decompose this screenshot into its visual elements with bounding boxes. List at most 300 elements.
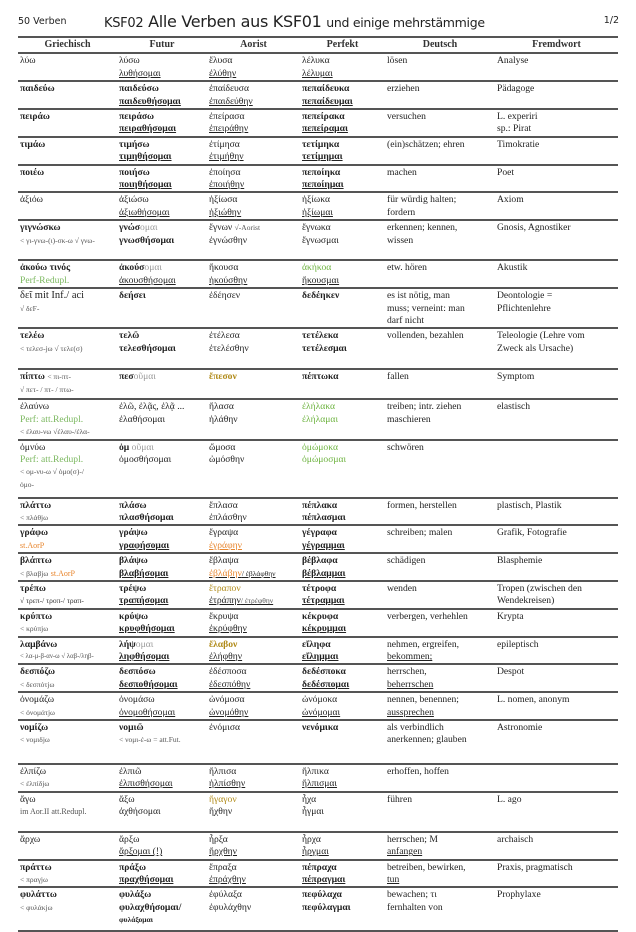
col-header-deutsch: Deutsch [385, 37, 495, 53]
greek-verb: παιδεύω [20, 83, 55, 95]
aorist-active: ὤμοσα [209, 441, 236, 453]
greek-verb: ἐλπίζω [20, 766, 47, 778]
fremdwort: epileptisch [497, 638, 539, 650]
deutsch-2: wissen [387, 234, 414, 246]
futur-passive: τιμηθήσομαι [119, 151, 172, 163]
deutsch: fallen [387, 371, 409, 383]
table-row [18, 137, 618, 165]
table-row [18, 887, 618, 931]
perfekt-passive: πέπλασμαι [302, 511, 346, 523]
fremdwort: L. ago [497, 793, 522, 805]
perfekt-active: τετέλεκα [302, 330, 339, 342]
aorist-active: ἔγραψα [209, 527, 239, 539]
perfekt-passive: εἴλημμαι [302, 651, 339, 662]
greek-note: < βλαβjω [20, 568, 49, 578]
futur-stem: ἀκούσ [119, 262, 145, 274]
greek-inline-note: < πι-πτ- [47, 372, 72, 382]
greek-note: < ἐλπίδjω [20, 779, 50, 789]
futur-passive: γνωσθήσομαι [119, 234, 175, 246]
aorist-active: ἔκρυψα [209, 610, 239, 622]
table-row [18, 525, 618, 553]
aorist-passive: ἠλπίσθην [209, 778, 246, 790]
perfekt-active: ἦρχα [302, 833, 321, 845]
futur-active: δεήσει [119, 290, 146, 302]
page-title [104, 12, 485, 31]
deutsch-2: fordern [387, 206, 416, 218]
aorist-passive: ἐλήφθην [209, 651, 243, 662]
greek-verb: δεῖ mit Inf./ aci [20, 290, 85, 302]
perfekt-passive: κέκρυμμαι [302, 623, 347, 635]
deutsch: betreiben, bewirken, [387, 861, 466, 873]
futur-active: γράψω [119, 527, 148, 539]
verb-table [18, 36, 618, 932]
futur-active: ἄξω [119, 793, 135, 805]
aorist-active: ἔπραξα [209, 861, 237, 873]
deutsch: etw. hören [387, 262, 427, 274]
fremdwort: Praxis, pragmatisch [497, 861, 573, 873]
aorist-active: ἐδέσποσα [209, 666, 247, 678]
fremdwort: Astronomie [497, 722, 543, 734]
aorist-passive: ἐβλάβην [209, 567, 242, 579]
futur-passive: πλασθήσομαι [119, 511, 174, 523]
table-row [18, 440, 618, 498]
futur-passive: φυλαχθήσομαι/ [119, 901, 182, 913]
table-row [18, 692, 618, 720]
greek-note: < δεσπότjω [20, 679, 55, 689]
title-code: KSF02 [104, 16, 144, 31]
greek-note: < πλάθjω [20, 512, 49, 522]
greek-verb: τρέπω [20, 582, 46, 594]
futur-active: τελῶ [119, 330, 140, 342]
perfekt-active: κέκρυφα [302, 610, 339, 622]
fremdwort: plastisch, Plastik [497, 499, 562, 511]
perfekt-passive: ὀμώμοσμαι [302, 453, 347, 465]
perfekt-active: ἤλπικα [302, 766, 329, 778]
fremdwort: Prophylaxe [497, 889, 541, 901]
greek-verb: γιγνώσκω [20, 222, 61, 234]
futur-passive: τελεσθήσομαι [119, 342, 176, 354]
col-header-perfekt: Perfekt [300, 37, 385, 53]
table-row [18, 498, 618, 526]
perfekt-passive: βέβλαμμαι [302, 567, 346, 579]
fremdwort: elastisch [497, 401, 531, 413]
greek-verb: ἀξιόω [20, 194, 43, 206]
greek-verb: ποιέω [20, 166, 45, 178]
futur-passive: γραφήσομαι [119, 539, 170, 551]
futur-active: βλάψω [119, 555, 148, 567]
perfekt-passive: πεπείραμαι [302, 123, 348, 135]
deutsch: schwören [387, 441, 424, 453]
futur-stem: ὀμ [119, 441, 130, 453]
table-row [18, 328, 618, 369]
futur-active: τιμήσω [119, 138, 150, 150]
greek-verb: πίπτω [20, 371, 45, 383]
greek-note: < νομιδjω [20, 735, 50, 745]
deutsch: treiben; intr. ziehen [387, 401, 462, 413]
greek-verb: ὀνομάζω [20, 694, 55, 706]
aorist-passive: ἐπλάσθην [209, 511, 247, 523]
deutsch-2: tun [387, 874, 400, 886]
fremdwort: Poet [497, 166, 515, 178]
perfekt-active: ὠνόμοκα [302, 694, 338, 706]
futur-active: δεσπόσω [119, 666, 156, 678]
futur-passive: ὀνομοθήσομαι [119, 706, 176, 718]
futur-active: πειράσω [119, 111, 155, 123]
futur-active: κρύψω [119, 610, 149, 622]
aorist-active: ἤλπισα [209, 766, 237, 778]
greek-note: < ὀνομάτjω [20, 707, 55, 717]
perfekt-active: ἐλήλακα [302, 401, 336, 413]
greek-verb: ἄγω [20, 793, 36, 805]
deutsch-2: fernhalten von [387, 901, 443, 913]
table-row [18, 288, 618, 328]
futur-passive: δεσποθήσομαι [119, 678, 178, 690]
fremdwort: L. nomen, anonym [497, 694, 570, 706]
table-row [18, 664, 618, 692]
perfekt-passive: ἔγνωσμαι [302, 234, 339, 246]
greek-verb: πειράω [20, 111, 50, 123]
futur-ending: ομαι [135, 638, 154, 650]
futur-active: ὀνομάσω [119, 694, 155, 706]
deutsch: führen [387, 793, 413, 805]
deutsch-2: muss; verneint: man [387, 302, 465, 314]
fremdwort: Tropen (zwischen den [497, 582, 582, 594]
aorist-active: ἔγνων [209, 222, 233, 234]
greek-verb: ἄρχω [20, 833, 41, 845]
deutsch: erkennen; kennen, [387, 222, 458, 234]
table-row [18, 165, 618, 193]
fremdwort: Symptom [497, 371, 535, 383]
deutsch: formen, herstellen [387, 499, 457, 511]
fremdwort: Timokratie [497, 138, 540, 150]
table-row [18, 860, 618, 888]
perfekt-active: δεδέσποκα [302, 666, 346, 678]
perfekt-active: λέλυκα [302, 55, 330, 67]
deutsch: für würdig halten; [387, 194, 457, 206]
greek-note-orange: st.AorP [50, 568, 75, 578]
fremdwort: Despot [497, 666, 525, 678]
aorist-active: ἐνόμισα [209, 722, 241, 734]
futur-ending: οῦμαι [133, 371, 156, 383]
greek-verb: ἐλαύνω [20, 401, 50, 413]
fremdwort-2: Wendekreisen) [497, 595, 555, 607]
deutsch: lösen [387, 55, 408, 67]
perfekt-passive: πέπραγμαι [302, 874, 346, 886]
perfekt-active: ὀμώμοκα [302, 441, 338, 453]
futur-ending: ομαι [144, 262, 162, 274]
aorist-passive: ἐκρύφθην [209, 623, 247, 635]
aorist-passive: ὠνομόθην [209, 706, 249, 718]
perfekt-passive: ἤλπισμαι [302, 778, 338, 790]
deutsch: wenden [387, 582, 417, 594]
aorist-active: ἔβλαψα [209, 555, 239, 567]
table-row [18, 764, 618, 792]
col-header-aorist: Aorist [207, 37, 300, 53]
aorist-active: ἐπαίδευσα [209, 83, 249, 95]
aorist-active: ἤκουσα [209, 262, 239, 274]
futur-ending: οῦμαι [131, 441, 154, 453]
deutsch: verbergen, verhehlen [387, 610, 468, 622]
greek-note: < πραγjω [20, 875, 48, 885]
greek-verb: βλάπτω [20, 555, 52, 567]
greek-verb: πλάττω [20, 499, 52, 511]
table-row [18, 720, 618, 764]
aorist-passive-alt: / ἐτρέφθην [240, 596, 274, 606]
aorist-active: ἔλαβον [209, 638, 238, 650]
aorist-passive: ἠλάθην [209, 413, 238, 425]
aorist-passive: ἐτελέσθην [209, 342, 249, 354]
title-sub: und einige mehrstämmige [326, 15, 485, 30]
aorist-active: ἐφύλαξα [209, 889, 242, 901]
greek-note: < κρύπjω [20, 624, 49, 634]
aorist-active: ἔλυσα [209, 55, 233, 67]
futur-passive: ποιηθήσομαι [119, 179, 172, 191]
futur-active: ἀξιώσω [119, 194, 149, 206]
greek-verb: νομίζω [20, 722, 49, 734]
greek-note: < φυλάκjω [20, 902, 53, 912]
table-row [18, 399, 618, 439]
fremdwort: archaisch [497, 833, 534, 845]
perfekt-active: πεφύλαχα [302, 889, 342, 901]
futur-stem: γνώσ [119, 222, 141, 234]
futur-active: πλάσω [119, 499, 147, 511]
futur-active: ἄρξω [119, 833, 140, 845]
table-row [18, 109, 618, 137]
deutsch: es ist nötig, man [387, 290, 450, 302]
futur-passive: ἀχθήσομαι [119, 806, 161, 818]
aorist-passive: ἠξιώθην [209, 206, 242, 218]
futur-active: πράξω [119, 861, 147, 873]
perfekt-active: γέγραφα [302, 527, 337, 539]
deutsch: bewachen; τι [387, 889, 437, 901]
greek-verb: ἀκούω τινός [20, 262, 71, 274]
perfekt-passive: ἦργμαι [302, 846, 329, 858]
greek-note: √ πετ- / πτ- / πτω- [20, 384, 74, 394]
perfekt-passive: πεφύλαγμαι [302, 901, 351, 913]
futur-passive: παιδευθήσομαι [119, 95, 181, 107]
table-row [18, 220, 618, 260]
perfekt-passive: ἦγμαι [302, 806, 325, 818]
perfekt-passive: πεπαίδευμαι [302, 95, 353, 107]
fremdwort-2: Pflichtenlehre [497, 302, 551, 314]
perfekt-passive: λέλυμαι [302, 67, 333, 79]
greek-verb: δεσπόζω [20, 666, 55, 678]
page-label: 50 Verben [18, 16, 67, 27]
greek-note: < λα-μ-β-αν-ω √ λαβ-/ληβ- [20, 653, 94, 660]
futur-passive: ἀκουσθήσομαι [119, 274, 176, 286]
perfekt-passive: δεδέσπομαι [302, 678, 350, 690]
aorist-passive: ἐπράχθην [209, 874, 246, 886]
deutsch: vollenden, bezahlen [387, 330, 464, 342]
aorist-active: ὠνόμοσα [209, 694, 245, 706]
deutsch: herrschen, [387, 666, 427, 678]
col-header-futur: Futur [117, 37, 207, 53]
fremdwort: Axiom [497, 194, 524, 206]
perfekt-passive: ἐλήλαμαι [302, 413, 339, 425]
fremdwort: L. experiri [497, 111, 538, 123]
deutsch: erhoffen, hoffen [387, 766, 449, 778]
table-row [18, 53, 618, 81]
fremdwort: Pädagoge [497, 83, 535, 95]
fremdwort: Analyse [497, 55, 529, 67]
greek-verb: ὀμνύω [20, 441, 46, 453]
fremdwort: Krypta [497, 610, 524, 622]
deutsch-3: darf nicht [387, 314, 425, 326]
aorist-active: ἐδέησεν [209, 290, 241, 302]
greek-verb: φυλάττω [20, 889, 57, 901]
aorist-active: ἔπεσον [209, 371, 237, 383]
aorist-active: ἦρξα [209, 833, 228, 845]
table-row [18, 260, 618, 288]
table-row [18, 792, 618, 832]
aorist-active: ἔπλασα [209, 499, 238, 511]
greek-note: Perf-Redupl. [20, 274, 70, 286]
perfekt-active: εἴληφα [302, 638, 331, 650]
perfekt-active: τέτροφα [302, 582, 337, 594]
aorist-active: ἐτίμησα [209, 138, 240, 150]
greek-verb: κρύπτω [20, 610, 53, 622]
perfekt-active: πεπείρακα [302, 111, 345, 123]
futur-active: λύσω [119, 55, 140, 67]
fremdwort-2: sp.: Pirat [497, 123, 532, 135]
table-row [18, 581, 618, 609]
table-row [18, 832, 618, 860]
table-header [18, 37, 618, 53]
deutsch: erziehen [387, 83, 420, 95]
fremdwort: Teleologie (Lehre vom [497, 330, 585, 342]
perfekt-active: πέπτωκα [302, 371, 339, 383]
aorist-active: ἠξίωσα [209, 194, 238, 206]
perfekt-active: ἔγνωκα [302, 222, 331, 234]
col-header-griechisch: Griechisch [18, 37, 117, 53]
perfekt-active: ἀκήκοα [302, 262, 332, 274]
perfekt-active: πεποίηκα [302, 166, 341, 178]
col-header-fremdwort: Fremdwort [495, 37, 618, 53]
aorist-active: ἐπείρασα [209, 111, 245, 123]
futur-active: ποιήσω [119, 166, 150, 178]
greek-note-3: ὀμο- [20, 479, 35, 489]
futur-note: < νομι-έ-ω = att.Fut. [119, 735, 181, 745]
greek-note: st.AorP [20, 540, 45, 550]
greek-note-2: < ἐλαυ-νω √ἐλαυ-/ἐλα- [20, 427, 90, 437]
greek-note: < τελεσ-jω √ τελε(σ) [20, 343, 83, 353]
futur-passive: κρυφθήσομαι [119, 623, 175, 635]
aorist-passive: ἤχθην [209, 806, 233, 818]
perfekt-passive: τετίμημαι [302, 151, 343, 163]
futur-passive: ἄρξομαι (!) [119, 846, 163, 858]
aorist-passive: ὠμόσθην [209, 453, 245, 465]
greek-note: √ τρεπ-/ τροπ-/ τραπ- [20, 596, 84, 606]
aorist-active: ἤλασα [209, 401, 234, 413]
perfekt-active: ἠξίωκα [302, 194, 330, 206]
deutsch: als verbindlich [387, 722, 444, 734]
perfekt-active: ἦχα [302, 793, 317, 805]
futur-passive: ὀμοσθήσομαι [119, 453, 172, 465]
futur-passive: λυθήσομαι [119, 67, 161, 79]
greek-note-2: < ομ-νυ-ω √ ὀμο(σ)-/ [20, 467, 84, 477]
perfekt-passive: ἤκουσμαι [302, 274, 340, 286]
fremdwort [497, 442, 616, 454]
deutsch: schreiben; malen [387, 527, 453, 539]
aorist-passive: ἐφυλάχθην [209, 901, 252, 913]
greek-verb: γράφω [20, 527, 48, 539]
aorist-passive: ἐγράφην [209, 539, 242, 551]
perfekt-active: τετίμηκα [302, 138, 340, 150]
aorist-passive: ἤρχθην [209, 846, 238, 858]
fremdwort: Akustik [497, 262, 528, 274]
perfekt-active: δεδέηκεν [302, 290, 340, 302]
deutsch-2: anfangen [387, 846, 423, 858]
perfekt-active: πέπραχα [302, 861, 337, 873]
aorist-active: ἐτέλεσα [209, 330, 240, 342]
futur-active: νομιῶ [119, 722, 144, 734]
futur-active: ἐλπιῶ [119, 766, 142, 778]
futur-active: παιδεύσω [119, 83, 159, 95]
deutsch-2: anerkennen; glauben [387, 734, 467, 746]
aorist-passive: ἐγνώσθην [209, 234, 248, 246]
deutsch: nehmen, ergreifen, [387, 638, 460, 650]
table-row [18, 369, 618, 399]
deutsch-2: beherrschen [387, 678, 434, 690]
greek-verb: τιμάω [20, 138, 46, 150]
fremdwort: Gnosis, Agnostiker [497, 222, 571, 234]
futur-ending: ομαι [140, 222, 158, 234]
perfekt-active: βέβλαφα [302, 555, 338, 567]
aorist-active: ἐποίησα [209, 166, 241, 178]
aorist-passive: ἐτιμήθην [209, 151, 244, 163]
table-row [18, 192, 618, 220]
greek-verb: λύω [20, 55, 36, 67]
deutsch-2: bekommen; [387, 651, 433, 662]
futur-active: ἐλῶ, ἐλᾷς, ἐλᾷ ... [119, 401, 185, 413]
futur-passive: βλαβήσομαι [119, 567, 169, 579]
greek-verb: λαμβάνω [20, 638, 58, 650]
perfekt-active: νενόμικα [302, 722, 339, 734]
aorist-passive: ἐπαιδεύθην [209, 95, 253, 107]
table-row [18, 637, 618, 665]
deutsch: herrschen; M [387, 833, 438, 845]
perfekt-active: πεπαίδευκα [302, 83, 350, 95]
futur-passive: ληφθήσομαι [119, 651, 170, 662]
perfekt-passive: τέτραμμαι [302, 595, 345, 607]
aorist-passive: ἐποιήθην [209, 179, 245, 191]
aorist-active: ἤγαγον [209, 793, 237, 805]
deutsch: nennen, benennen; [387, 694, 459, 706]
futur-passive: πειραθήσομαι [119, 123, 177, 135]
greek-note: √ δεF- [20, 303, 40, 313]
aorist-passive: ἐδεσπόθην [209, 678, 251, 690]
greek-verb: τελέω [20, 330, 45, 342]
deutsch-2: maschieren [387, 413, 431, 425]
perfekt-passive: ὠνόμομαι [302, 706, 341, 718]
aorist-passive: ἐτράπην [209, 595, 241, 607]
greek-note: < γι-γνω-(ι)-σκ-ω √ γνω- [20, 235, 95, 245]
futur-passive: ἐλπισθήσομαι [119, 778, 173, 790]
table-row [18, 609, 618, 637]
futur-stem: λήψ [119, 638, 136, 650]
table-row [18, 81, 618, 109]
aorist-passive-alt: / ἐβλάφθην [241, 568, 276, 578]
futur-active: φυλάξω [119, 889, 152, 901]
fremdwort: Grafik, Fotografie [497, 527, 567, 539]
greek-verb: πράττω [20, 861, 52, 873]
title-main: Alle Verben aus KSF01 [148, 12, 322, 31]
futur-passive: ἐλαθήσομαι [119, 413, 166, 425]
perfekt-passive: γέγραμμαι [302, 539, 345, 551]
aorist-note: √-Aorist [234, 223, 261, 233]
aorist-passive: ἠκούσθην [209, 274, 248, 286]
perfekt-active: πέπλακα [302, 499, 338, 511]
